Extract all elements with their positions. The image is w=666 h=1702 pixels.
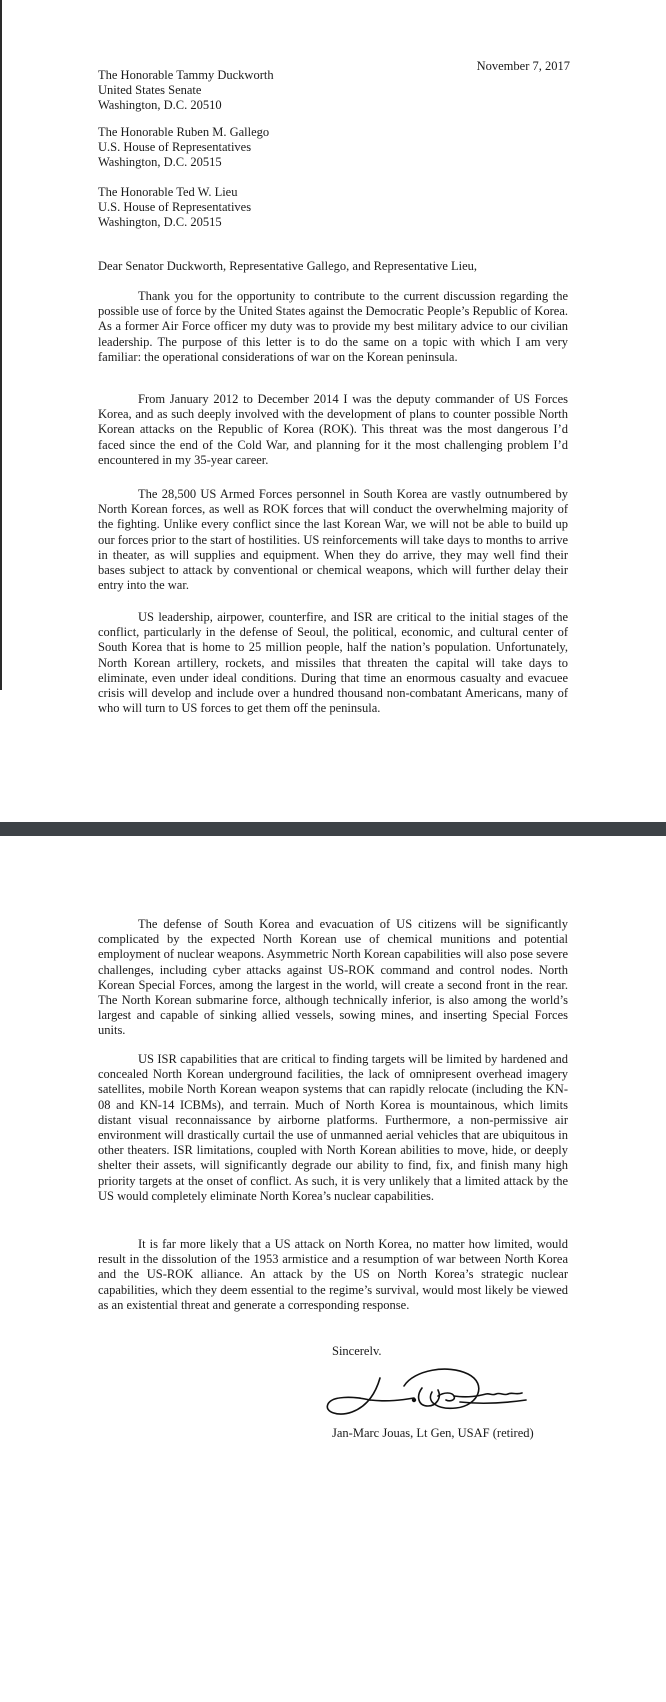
recipient-name: The Honorable Ruben M. Gallego (98, 125, 270, 139)
body-paragraph (98, 1052, 568, 1204)
recipient-address: Washington, D.C. 20510 (98, 98, 222, 113)
recipient-address: Washington, D.C. 20515 (98, 155, 222, 170)
recipient-address-block (98, 185, 251, 231)
paragraph-text: The 28,500 US Armed Forces personnel in South Korea are vastly outnumbered by North Korean forces, as well as ROK forces that will conduct the overwhelming majority of the fighting. Unlike every conflict since the last Korean War, we will not be able to build up our forces prior to the start of hostilities. US reinforcements will take days to months to arrive in theater, as will supplies and equipment. When they do arrive, they may well find their bases subject to attack by conventional or chemical weapons, which will further delay their entry into the war. (98, 487, 568, 593)
body-paragraph (98, 392, 568, 468)
paragraph-text: US leadership, airpower, counterfire, and ISR are critical to the initial stages of the conflict, particularly in the defense of Seoul, the political, economic, and cultural center of South Korea that is home to 25 million people, half the nation’s population. Unfortunately, North Korean artillery, rockets, and missiles that threaten the capital will take days to eliminate, even under ideal conditions. During that time an enormous casualty and evacuee crisis will develop and include over a hundred thousand non-combatant Americans, many of who will turn to US forces to get them off the peninsula. (98, 610, 568, 716)
letter-page-1 (0, 0, 666, 820)
paragraph-text: The defense of South Korea and evacuation of US citizens will be significantly complicated by the expected North Korean use of chemical munitions and potential employment of nuclear weapons. Asymmetric North Korean capabilities will also pose severe challenges, including cyber attacks against US-ROK command and control nodes. North Korean Special Forces, among the largest in the world, will create a second front in the rear. The North Korean submarine force, although technically inferior, is also among the world’s largest and capable of sinking allied vessels, sowing mines, and inserting Special Forces units. (98, 917, 568, 1038)
body-paragraph (98, 487, 568, 593)
salutation: Dear Senator Duckworth, Representative Gallego, and Representative Lieu, (98, 259, 478, 273)
signature-icon (318, 1362, 538, 1424)
signer-name: Jan-Marc Jouas, Lt Gen, USAF (retired) (332, 1426, 534, 1440)
body-paragraph (98, 1237, 568, 1313)
paragraph-text: Thank you for the opportunity to contribute to the current discussion regarding the possible use of force by the United States against the Democratic People’s Republic of Korea. As a former Air Force officer my duty was to provide my best military advice to our civilian leadership. The purpose of this letter is to do the same on a topic with which I am very familiar: the operational considerations of war on the Korean peninsula. (98, 289, 568, 364)
body-paragraph (98, 917, 568, 1039)
paragraph-text: It is far more likely that a US attack on North Korea, no matter how limited, would result in the dissolution of the 1953 armistice and a resumption of war between North Korea and the US-ROK alliance. An attack by the US on North Korea’s strategic nuclear capabilities, which they deem essential to the regime’s survival, would most likely be viewed as an existential threat and generate a corresponding response. (98, 1237, 568, 1312)
body-paragraph (98, 289, 568, 365)
recipient-body: U.S. House of Representatives (98, 140, 252, 155)
paragraph-text: From January 2012 to December 2014 I was the deputy commander of US Forces Korea, and as such deeply involved with the development of plans to counter possible North Korean attacks on the Republic of Korea (ROK). This threat was the most dangerous I’d faced since the end of the Cold War, and planning for it the most challenging problem I’d encountered in my 35-year career. (98, 392, 568, 467)
page-separator (0, 822, 666, 836)
recipient-address-block (98, 125, 269, 171)
recipient-name: The Honorable Tammy Duckworth (98, 68, 274, 82)
page-left-rule (0, 0, 2, 690)
recipient-name: The Honorable Ted W. Lieu (98, 185, 238, 199)
letter-date: November 7, 2017 (476, 59, 570, 73)
recipient-body: United States Senate (98, 83, 202, 98)
recipient-address: Washington, D.C. 20515 (98, 215, 222, 230)
paragraph-text: US ISR capabilities that are critical to finding targets will be limited by hardened and concealed North Korean underground facilities, the lack of omnipresent overhead imagery satellites, mobile North Korean weapon systems that can rapidly relocate (including the KN-08 and KN-14 ICBMs), and terrain. Much of North Korea is mountainous, which limits distant visual reconnaissance by airborne platforms. Furthermore, a non-permissive air environment will drastically curtail the use of unmanned aerial vehicles that are ubiquitous in other theaters. ISR limitations, coupled with North Korean abilities to move, hide, or deeply shelter their assets, will significantly degrade our ability to find, fix, and finish many high priority targets at the onset of conflict. As such, it is very unlikely that a limited attack by the US would completely eliminate North Korea’s nuclear capabilities. (98, 1052, 568, 1203)
closing: Sincerelv. (332, 1344, 382, 1358)
recipient-body: U.S. House of Representatives (98, 200, 252, 215)
body-paragraph (98, 610, 568, 716)
recipient-address-block (98, 68, 274, 114)
